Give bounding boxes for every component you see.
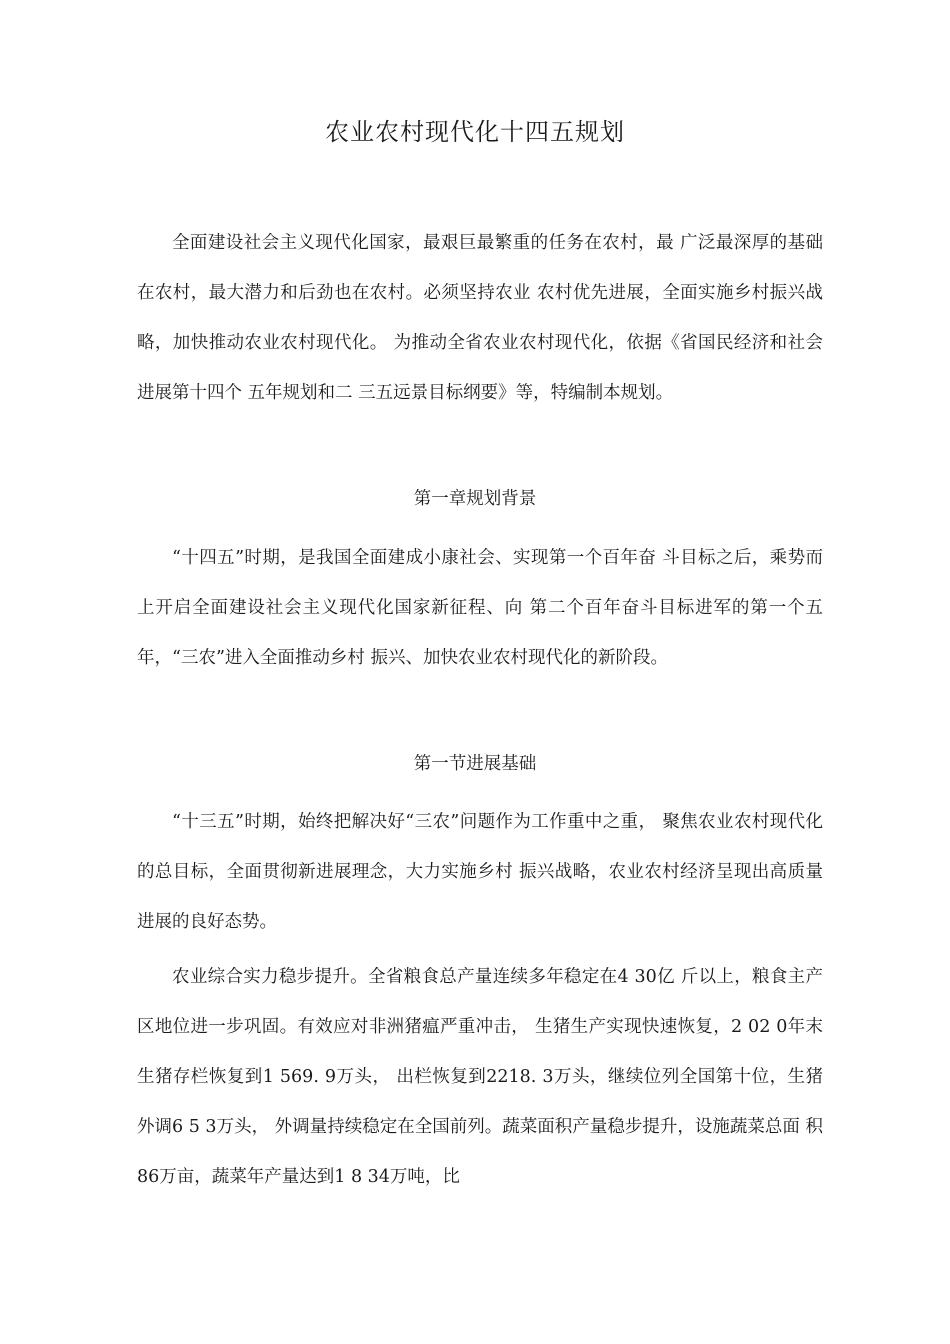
chapter-heading: 第一章规划背景 xyxy=(413,489,537,509)
section-heading: 第一节进展基础 xyxy=(413,754,537,774)
intro-paragraph: 全面建设社会主义现代化国家，最艰巨最繁重的任务在农村，最 广泛最深厚的基础在农村，最大潜力和后劲也在农村。必须坚持农业 农村优先进展，全面实施乡村振兴战略，加快推动农业农村现代化。 为推动全省农业农村现代化，依据《省国民经济和社会进展第十四个 五年规划和二 三五远景目标纲要》等，特编制本规划。 xyxy=(137,233,823,403)
section-paragraph-1: “十三五”时期，始终把解决好“三农”问题作为工作重中之重， 聚焦农业农村现代化的总目标，全面贯彻新进展理念，大力实施乡村 振兴战略，农业农村经济呈现出高质量进展的良好态势。 xyxy=(137,812,823,932)
document-title: 农业农村现代化十四五规划 xyxy=(325,118,625,146)
chapter-paragraph: “十四五”时期，是我国全面建成小康社会、实现第一个百年奋 斗目标之后，乘势而上开启全面建设社会主义现代化国家新征程、向 第二个百年奋斗目标进军的第一个五年，“三农”进入全面推动乡村 振兴、加快农业农村现代化的新阶段。 xyxy=(137,548,823,668)
section-paragraph-2: 农业综合实力稳步提升。全省粮食总产量连续多年稳定在4 30亿 斤以上，粮食主产区地位进一步巩固。有效应对非洲猪瘟严重冲击， 生猪生产实现快速恢复，2 02 0年末生猪存栏恢复到1 569. 9万头， 出栏恢复到2218. 3万头，继续位列全国第十位，生猪外调6 5 3万头， 外调量持续稳定在全国前列。蔬菜面积产量稳步提升，设施蔬菜总面 积86万亩，蔬菜年产量达到1 8 34万吨，比 xyxy=(137,967,823,1187)
